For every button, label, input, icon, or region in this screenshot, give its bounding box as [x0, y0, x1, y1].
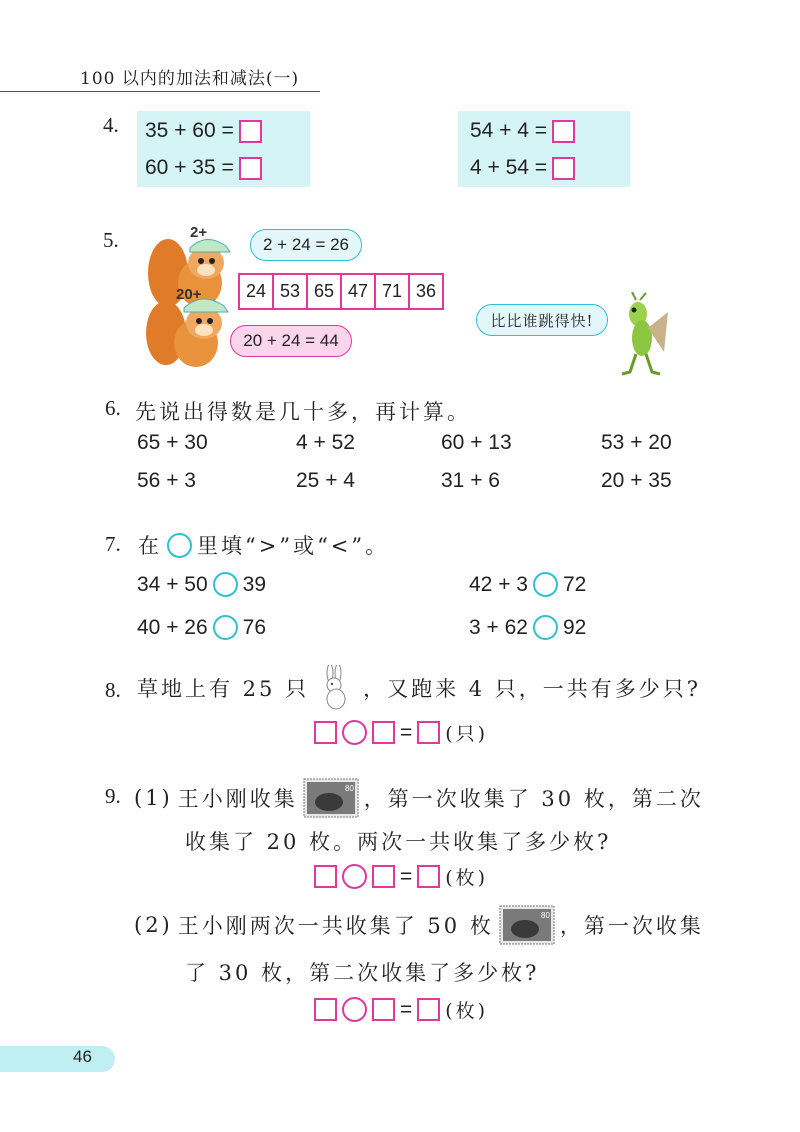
q7-compare-item: [137, 572, 266, 597]
q9-part1-line2: 收集了 20 枚。两次一共收集了多少枚?: [185, 830, 612, 854]
number-strip: [238, 273, 444, 310]
equals-sign: =: [400, 997, 413, 1021]
q4-right-panel: [458, 111, 630, 187]
q9-part1-label: (1): [134, 786, 173, 810]
compare-left: 34 + 50: [137, 572, 208, 596]
stamp-icon: [303, 778, 359, 818]
answer-box[interactable]: [552, 120, 575, 143]
equation-bubble-top: 2 + 24 = 26: [250, 229, 362, 261]
operator-circle[interactable]: [342, 864, 367, 889]
unit-label: (枚): [445, 1000, 489, 1022]
circle-blank-sample: [167, 533, 192, 558]
answer-box[interactable]: [372, 865, 395, 888]
page-header-title: 100 以内的加法和减法(一): [80, 69, 300, 89]
answer-box[interactable]: [239, 157, 262, 180]
q9-part1-text-post: ，第一次收集了 30 枚，第二次: [363, 787, 704, 811]
q9-part2-label: (2): [134, 913, 173, 937]
number-cell: 71: [376, 275, 410, 308]
q9-part1-line1: [134, 778, 704, 818]
q6-expr: 25 + 4: [296, 469, 355, 492]
q9-part2-text-post: ，第一次收集: [559, 914, 704, 938]
compare-circle[interactable]: [213, 572, 238, 597]
q7-prompt-post: 里填“>”或“<”。: [197, 534, 390, 558]
q6-number: 6.: [105, 396, 121, 420]
q6-expr: 31 + 6: [441, 469, 500, 492]
q8-number: 8.: [105, 678, 121, 702]
operator-circle[interactable]: [342, 997, 367, 1022]
q6-expr: 56 + 3: [137, 469, 196, 492]
answer-box[interactable]: [552, 157, 575, 180]
q9-part2-text-pre: 王小刚两次一共收集了 50 枚: [177, 914, 494, 938]
answer-box[interactable]: [314, 721, 337, 744]
compare-left: 42 + 3: [469, 572, 528, 596]
header-rule: [0, 91, 320, 92]
q4-right-eq-1: 54 + 4 =: [470, 119, 548, 142]
answer-box[interactable]: [417, 998, 440, 1021]
q6-expr: 53 + 20: [601, 431, 672, 454]
unit-label: (枚): [445, 867, 489, 889]
q8-text-post: ，又跑来 4 只，一共有多少只?: [363, 677, 702, 701]
cap-label-top: 2+: [190, 224, 208, 241]
equals-sign: =: [400, 864, 413, 888]
q6-expr: 20 + 35: [601, 469, 672, 492]
q7-number: 7.: [105, 532, 121, 556]
compare-right: 92: [562, 615, 587, 639]
answer-box[interactable]: [372, 721, 395, 744]
q7-compare-item: [469, 572, 586, 597]
speech-bubble: 比比谁跳得快!: [476, 304, 608, 336]
compare-right: 72: [562, 572, 587, 596]
answer-box[interactable]: [372, 998, 395, 1021]
compare-left: 3 + 62: [469, 615, 528, 639]
rabbit-icon: [314, 665, 358, 711]
grasshopper-illustration: [612, 292, 672, 378]
q7-compare-item: [137, 615, 266, 640]
answer-box[interactable]: [314, 998, 337, 1021]
q4-left-eq-1: 35 + 60 =: [145, 119, 234, 142]
compare-right: 76: [242, 615, 267, 639]
page-number: 46: [73, 1047, 92, 1066]
q9-number: 9.: [105, 784, 121, 808]
stamp-icon: [499, 905, 555, 945]
q9-part2-line1: [134, 905, 704, 945]
q9-part2-line2: 了 30 枚，第二次收集了多少枚?: [185, 961, 540, 985]
q9-part1-text-pre: 王小刚收集: [177, 787, 298, 811]
q8-answer-row: [314, 719, 488, 746]
equation-bubble-bottom: 20 + 24 = 44: [230, 325, 352, 357]
q8-text-pre: 草地上有 25 只: [137, 677, 310, 701]
q7-compare-item: [469, 615, 586, 640]
q9-part1-answer-row: [314, 863, 488, 890]
q8-text: [137, 665, 701, 711]
q7-prompt-pre: 在: [138, 534, 162, 558]
answer-box[interactable]: [239, 120, 262, 143]
q4-left-eq-2: 60 + 35 =: [145, 156, 234, 179]
q4-right-eq-2: 4 + 54 =: [470, 156, 548, 179]
unit-label: (只): [445, 723, 489, 745]
stamp-value: 80: [540, 911, 550, 920]
number-cell: 24: [240, 275, 274, 308]
answer-box[interactable]: [417, 721, 440, 744]
compare-right: 39: [242, 572, 267, 596]
q4-number: 4.: [103, 113, 119, 137]
page-number-tab: [0, 1046, 115, 1072]
q9-part2-answer-row: [314, 996, 488, 1023]
cap-label-bottom: 20+: [176, 286, 202, 303]
q6-expr: 4 + 52: [296, 431, 355, 454]
stamp-value: 80: [344, 784, 354, 793]
q6-expr: 65 + 30: [137, 431, 208, 454]
equals-sign: =: [400, 720, 413, 744]
number-cell: 47: [342, 275, 376, 308]
operator-circle[interactable]: [342, 720, 367, 745]
number-cell: 65: [308, 275, 342, 308]
answer-box[interactable]: [417, 865, 440, 888]
q4-left-panel: [137, 111, 310, 187]
answer-box[interactable]: [314, 865, 337, 888]
compare-circle[interactable]: [213, 615, 238, 640]
compare-circle[interactable]: [533, 572, 558, 597]
q7-prompt: [138, 530, 389, 560]
number-cell: 53: [274, 275, 308, 308]
number-cell: 36: [415, 281, 437, 301]
compare-circle[interactable]: [533, 615, 558, 640]
q6-expr: 60 + 13: [441, 431, 512, 454]
q5-number: 5.: [103, 228, 119, 252]
compare-left: 40 + 26: [137, 615, 208, 639]
q6-prompt: 先说出得数是几十多，再计算。: [135, 400, 471, 424]
